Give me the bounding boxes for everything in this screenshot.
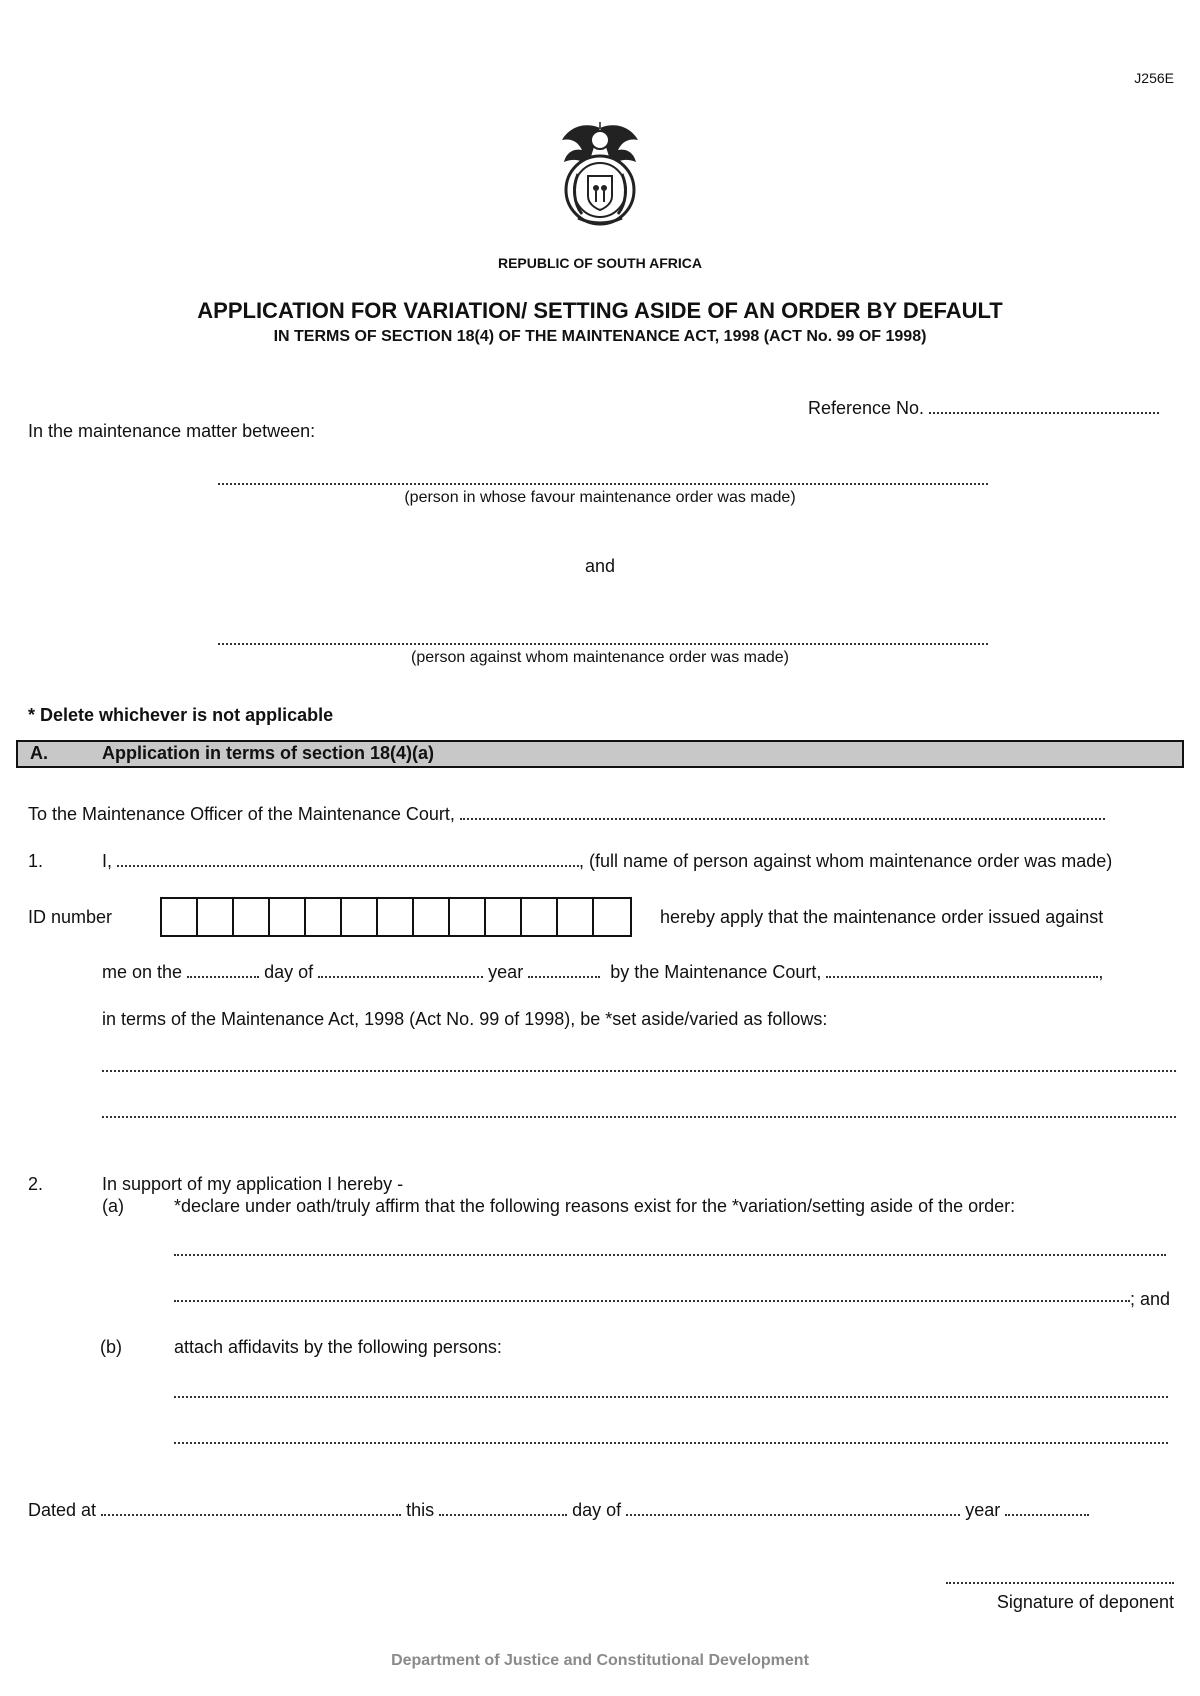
id-digit-box[interactable] [486,899,522,935]
matter-between-label: In the maintenance matter between: [28,421,316,441]
id-digit-box[interactable] [450,899,486,935]
section-a-letter: A. [30,743,48,763]
reasons-line-1[interactable] [174,1254,1166,1256]
day-of-label: day of [264,962,314,982]
section-a-title: Application in terms of section 18(4)(a) [102,743,435,763]
delete-note: * Delete whichever is not applicable [28,705,334,725]
form-code: J256E [1134,70,1174,86]
full-name-field[interactable] [117,851,579,867]
affidavit-line-2[interactable] [174,1442,1168,1444]
dated-place-field[interactable] [101,1500,401,1516]
id-digit-box[interactable] [198,899,234,935]
reasons-line-2[interactable] [174,1300,1130,1302]
dated-at-label: Dated at [28,1500,97,1520]
id-digit-box[interactable] [594,899,630,935]
form-subtitle: IN TERMS OF SECTION 18(4) OF THE MAINTENANCE ACT, 1998 (ACT No. 99 OF 1998) [273,328,927,345]
in-terms-text: in terms of the Maintenance Act, 1998 (Act No. 99 of 1998), be *set aside/varied as follows: [102,1009,828,1029]
item-2-intro: In support of my application I hereby - [102,1174,404,1194]
dated-month-field[interactable] [626,1500,960,1516]
variation-line-2[interactable] [102,1116,1176,1118]
id-digit-box[interactable] [378,899,414,935]
footer-department: Department of Justice and Constitutional Development [391,1652,809,1669]
and-suffix: ; and [1130,1289,1171,1309]
order-day-field[interactable] [187,962,259,978]
id-digit-box[interactable] [342,899,378,935]
dated-day-field[interactable] [439,1500,567,1516]
full-name-caption: , (full name of person against whom maintenance order was made) [579,851,1113,871]
form-title: APPLICATION FOR VARIATION/ SETTING ASIDE OF AN ORDER BY DEFAULT [197,298,1003,323]
and-text: and [584,556,616,576]
reference-label: Reference No. [808,398,925,418]
order-month-field[interactable] [318,962,483,978]
order-year-field[interactable] [528,962,600,978]
id-digit-box[interactable] [414,899,450,935]
item-2a-text: *declare under oath/truly affirm that the following reasons exist for the *variation/setting aside of the order: [174,1196,1016,1216]
dated-year-field[interactable] [1005,1500,1089,1516]
order-court-field[interactable] [826,962,1098,978]
item-2b-text: attach affidavits by the following persons: [174,1337,502,1357]
year-label: year [488,962,524,982]
id-number-grid[interactable] [160,897,632,937]
id-digit-box[interactable] [162,899,198,935]
id-digit-box[interactable] [306,899,342,935]
country-heading: REPUBLIC OF SOUTH AFRICA [497,255,703,271]
dated-day-of-label: day of [572,1500,622,1520]
signature-caption: Signature of deponent [996,1592,1174,1612]
maintenance-court-field[interactable] [460,804,1105,820]
me-on-the-label: me on the [102,962,183,982]
id-number-label: ID number [28,907,113,927]
apply-text: hereby apply that the maintenance order issued against [660,907,1104,927]
reference-number-field[interactable] [929,398,1159,414]
item-2b-label: (b) [100,1337,122,1357]
by-court-label: by the Maintenance Court, [610,962,822,982]
affidavit-line-1[interactable] [174,1396,1168,1398]
party-in-favour-field[interactable] [218,483,988,485]
dated-year-label: year [965,1500,1001,1520]
item-2a-label: (a) [102,1196,124,1216]
signature-field[interactable] [946,1582,1174,1584]
party-in-favour-caption: (person in whose favour maintenance order was made) [404,489,796,506]
party-against-caption: (person against whom maintenance order was made) [411,649,789,666]
variation-line-1[interactable] [102,1070,1176,1072]
i-label: I, [102,851,113,871]
id-digit-box[interactable] [234,899,270,935]
coat-of-arms-emblem [556,118,644,230]
item-2-number: 2. [28,1174,44,1194]
to-officer-text: To the Maintenance Officer of the Maintenance Court, [28,804,455,824]
item-1-number: 1. [28,851,44,871]
id-digit-box[interactable] [270,899,306,935]
id-digit-box[interactable] [522,899,558,935]
id-digit-box[interactable] [558,899,594,935]
this-label: this [406,1500,435,1520]
party-against-field[interactable] [218,643,988,645]
